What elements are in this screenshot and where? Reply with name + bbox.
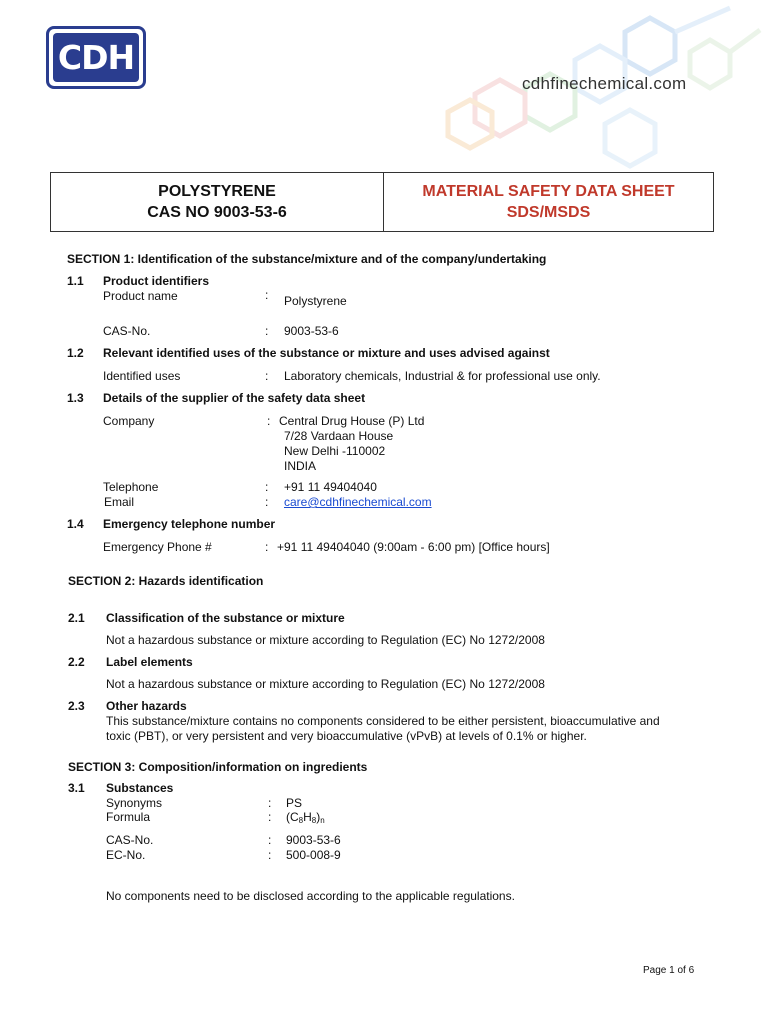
field-label: EC-No. — [106, 848, 146, 862]
subsection-title: Emergency telephone number — [103, 517, 276, 531]
separator: : — [265, 369, 269, 383]
field-label: Telephone — [103, 480, 159, 494]
field-label: Formula — [106, 810, 151, 824]
separator: : — [268, 796, 272, 810]
product-name-value: Polystyrene — [284, 294, 347, 308]
subsection-number: 1.4 — [67, 517, 84, 531]
subsection-number: 2.1 — [68, 611, 85, 625]
subsection-title: Details of the supplier of the safety data sheet — [103, 391, 366, 405]
synonyms-value: PS — [286, 796, 303, 810]
formula-value: $(C_8H_8)_n$ — [286, 810, 325, 825]
document-subtype-title: SDS/MSDS — [506, 204, 591, 221]
subsection-title: Product identifiers — [103, 274, 210, 288]
section-2-heading: SECTION 2: Hazards identification — [68, 574, 264, 588]
field-label: Emergency Phone # — [103, 540, 212, 554]
bond-line — [675, 8, 730, 32]
field-label: CAS-No. — [103, 324, 151, 338]
emergency-phone-value: +91 11 49404040 (9:00am - 6:00 pm) [Office hours] — [277, 540, 550, 554]
paragraph: No components need to be disclosed according to the applicable regulations. — [106, 889, 515, 903]
field-label: Identified uses — [103, 369, 181, 383]
logo-text: CDH — [53, 33, 139, 82]
separator: : — [268, 848, 272, 862]
product-title-cell — [51, 173, 384, 231]
title-box — [50, 172, 714, 232]
separator: : — [268, 833, 272, 847]
company-logo — [46, 26, 146, 89]
subsection-number: 1.3 — [67, 391, 84, 405]
field-label: CAS-No. — [106, 833, 154, 847]
field-label: Product name — [103, 289, 178, 303]
paragraph: Not a hazardous substance or mixture according to Regulation (EC) No 1272/2008 — [106, 677, 545, 691]
company-line: INDIA — [284, 459, 317, 473]
subsection-number: 2.3 — [68, 699, 85, 713]
document-type-cell — [384, 173, 713, 231]
hexagon-shape — [690, 40, 730, 88]
subsection-title: Relevant identified uses of the substance or mixture and uses advised against — [103, 346, 550, 360]
paragraph: Not a hazardous substance or mixture according to Regulation (EC) No 1272/2008 — [106, 633, 545, 647]
separator: : — [265, 480, 269, 494]
separator: : — [268, 810, 272, 824]
document-type-title: MATERIAL SAFETY DATA SHEET — [422, 183, 675, 200]
product-name-title: POLYSTYRENE — [158, 183, 276, 200]
page-number: Page 1 of 6 — [643, 965, 695, 976]
paragraph-line: toxic (PBT), or very persistent and very bioaccumulative (vPvB) at levels of 0.1% or higher. — [106, 729, 587, 743]
company-line: New Delhi -110002 — [284, 444, 386, 458]
ec-value: 500-008-9 — [286, 848, 341, 862]
separator: : — [265, 324, 269, 338]
hexagon-shape — [605, 110, 655, 166]
section-3-heading: SECTION 3: Composition/information on ingredients — [68, 760, 368, 774]
cas-value: 9003-53-6 — [284, 324, 339, 338]
separator: : — [265, 540, 269, 554]
field-label: Email — [104, 495, 135, 509]
field-label: Company — [103, 414, 155, 428]
website-url[interactable]: cdhfinechemical.com — [522, 74, 687, 93]
subsection-number: 3.1 — [68, 781, 85, 795]
email-link[interactable]: care@cdhfinechemical.com — [284, 495, 432, 509]
subsection-title: Classification of the substance or mixture — [106, 611, 345, 625]
separator: : — [265, 288, 269, 302]
hexagon-shape — [625, 18, 675, 74]
cas-number-title: CAS NO 9003-53-6 — [147, 204, 287, 221]
subsection-title: Substances — [106, 781, 174, 795]
paragraph-line: This substance/mixture contains no components considered to be either persistent, bioaccumulative and — [106, 714, 660, 728]
subsection-title: Label elements — [106, 655, 193, 669]
telephone-value: +91 11 49404040 — [284, 480, 377, 494]
section-1-heading: SECTION 1: Identification of the substance/mixture and of the company/undertaking — [67, 252, 547, 266]
separator: : — [267, 414, 271, 428]
subsection-number: 1.1 — [67, 274, 84, 288]
company-line: Central Drug House (P) Ltd — [279, 414, 425, 428]
subsection-number: 2.2 — [68, 655, 85, 669]
field-label: Synonyms — [106, 796, 163, 810]
subsection-number: 1.2 — [67, 346, 84, 360]
cas-value: 9003-53-6 — [286, 833, 341, 847]
bond-line — [730, 30, 760, 52]
subsection-title: Other hazards — [106, 699, 187, 713]
hexagon-shape — [448, 100, 492, 148]
separator: : — [265, 495, 269, 509]
identified-uses-value: Laboratory chemicals, Industrial & for professional use only. — [284, 369, 601, 383]
company-line: 7/28 Vardaan House — [284, 429, 394, 443]
